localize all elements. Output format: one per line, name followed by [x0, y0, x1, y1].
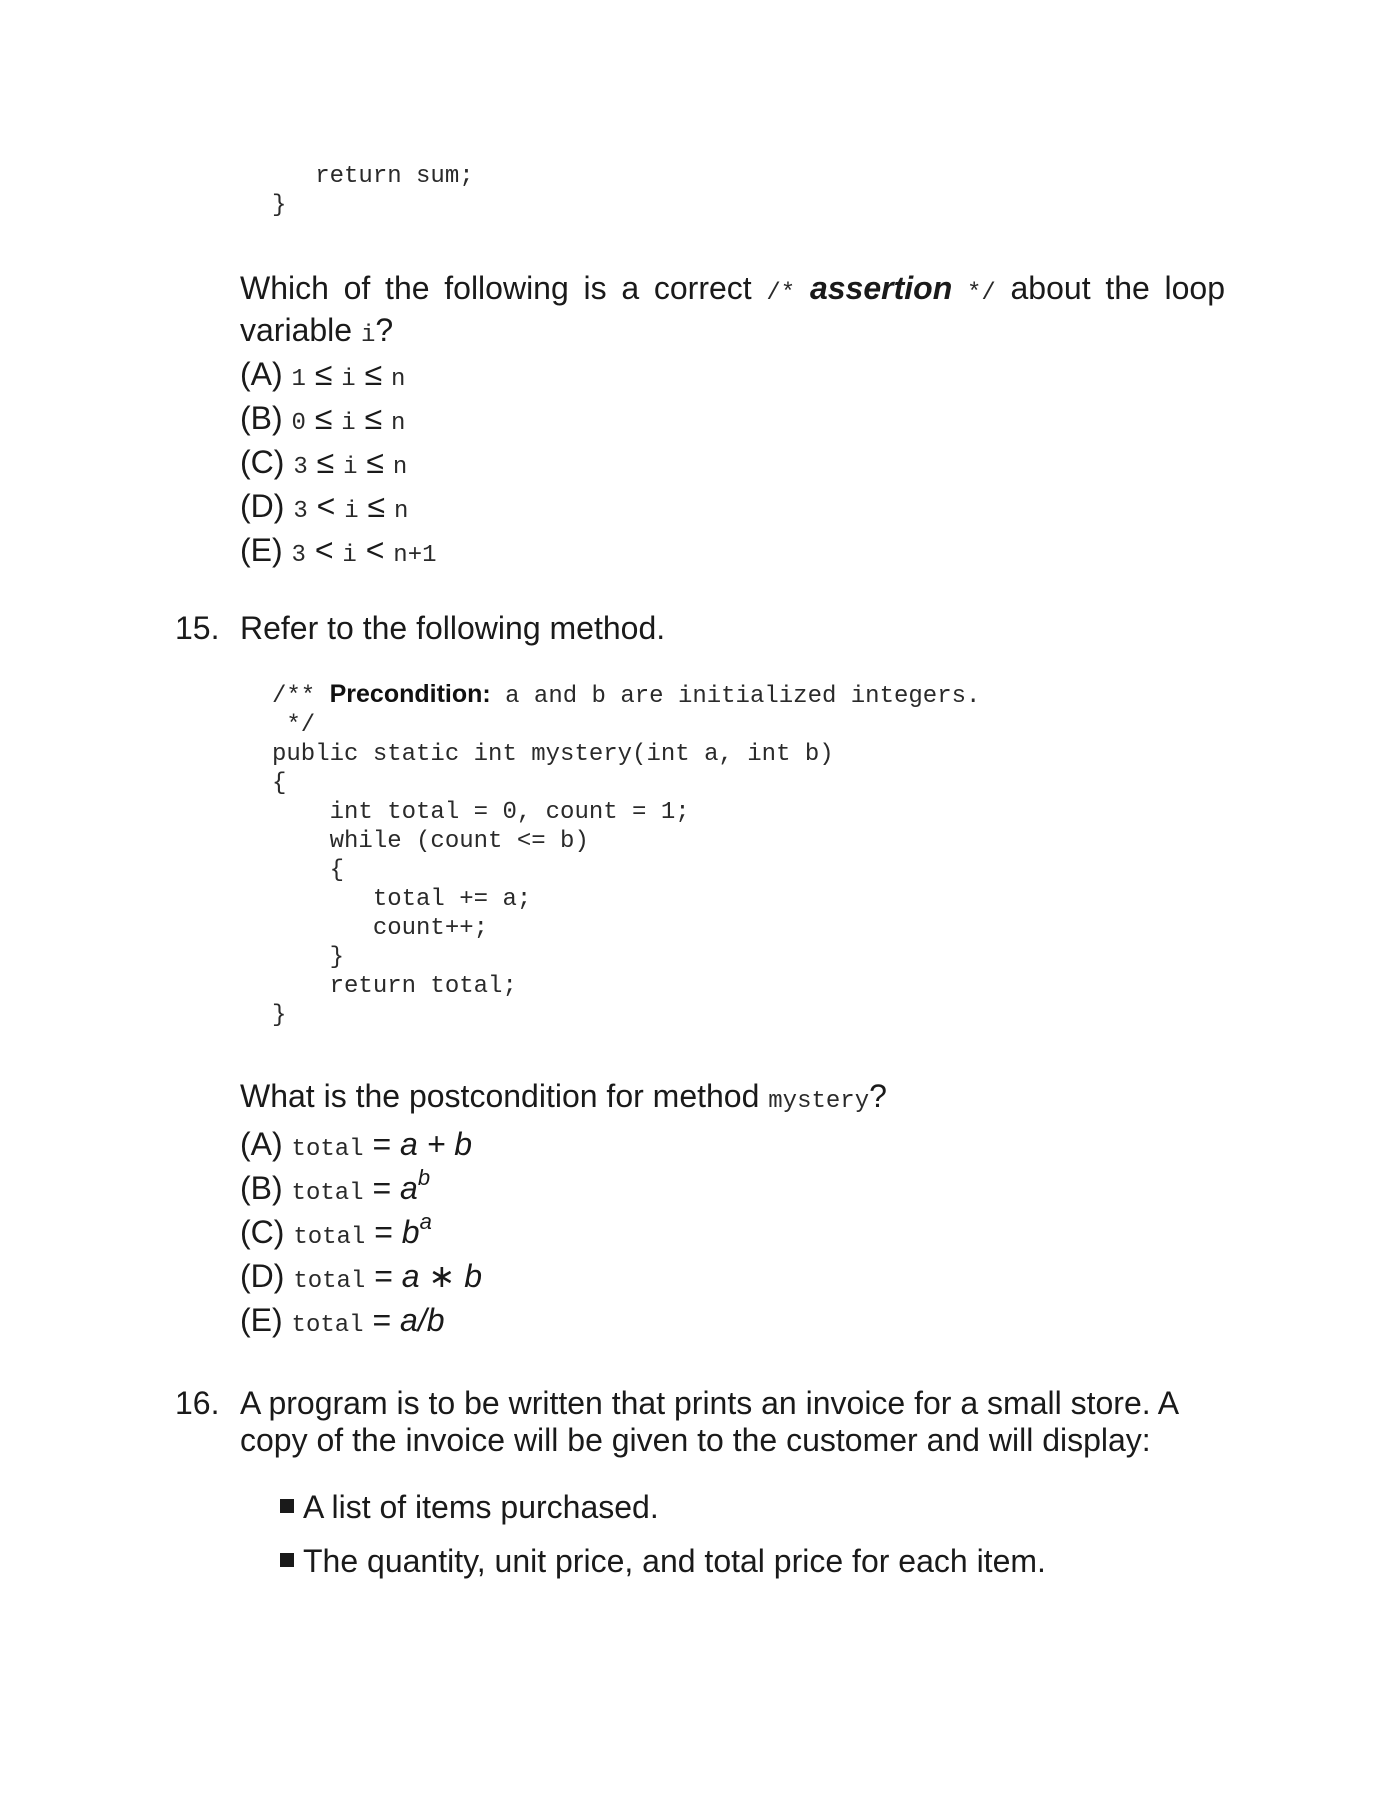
choice-variable: i: [341, 366, 356, 393]
choice-equals: =: [363, 1170, 401, 1206]
choice-label: (C): [240, 1214, 294, 1250]
q16-stem: A program is to be written that prints an invoice for a small store. A copy of the invoice will be given to the customer and will display:: [240, 1385, 1178, 1458]
choice-expression: a ∗ b: [401, 1258, 482, 1294]
choice-variable: i: [341, 410, 356, 437]
choice-upper: n+1: [393, 542, 437, 569]
choice-variable: total: [293, 1224, 366, 1251]
choice-upper: n: [392, 454, 408, 481]
choice-upper: n: [391, 366, 406, 393]
choice-label: (D): [240, 488, 294, 524]
choice-upper: n: [393, 498, 409, 525]
q14-stem-end: ?: [375, 312, 394, 348]
top-code-fragment: [272, 162, 474, 220]
choice-label: (A): [240, 356, 292, 392]
q14-choice-a[interactable]: [240, 352, 437, 396]
bullet-text: The quantity, unit price, and total price for each item.: [303, 1543, 1046, 1579]
q15-code-block: [272, 680, 980, 1030]
choice-label: (B): [240, 400, 292, 436]
choice-equals: =: [365, 1258, 402, 1294]
bullet-square-icon: [280, 1499, 294, 1513]
code-line: }: [272, 1002, 287, 1029]
q14-choice-d[interactable]: [240, 484, 437, 528]
q15-number: 15.: [175, 610, 220, 646]
code-line-precondition: [272, 680, 980, 711]
code-line: {: [272, 857, 345, 884]
code-line: return sum;: [272, 163, 474, 190]
bullet-text: A list of items purchased.: [303, 1489, 659, 1525]
choice-label: (E): [240, 532, 292, 568]
code-line: }: [272, 192, 287, 219]
q15-choice-a[interactable]: [240, 1122, 482, 1166]
choice-lower: 3: [291, 542, 306, 569]
choice-label: (A): [240, 1126, 292, 1162]
choice-lower: 3: [293, 454, 308, 481]
bullet-item: [280, 1534, 1046, 1588]
choice-variable: i: [342, 542, 357, 569]
q14-stem: [240, 270, 1225, 354]
choice-lower: 3: [293, 498, 308, 525]
choice-operator: ≤: [358, 488, 394, 524]
q15-method-name: mystery: [768, 1088, 870, 1115]
q14-assertion: assertion: [809, 270, 953, 306]
choice-exponent: a: [419, 1209, 432, 1234]
choice-operator: ≤: [357, 444, 393, 480]
bullet-item: [280, 1480, 1046, 1534]
choice-label: (B): [240, 1170, 292, 1206]
precondition-text: a and b are initialized integers.: [490, 683, 981, 710]
q15-question: [240, 1078, 887, 1120]
q14-choice-c[interactable]: [240, 440, 437, 484]
q14-comment-close: */: [966, 280, 996, 307]
q16-number: 16.: [175, 1385, 220, 1421]
choice-lower: 0: [291, 410, 306, 437]
q14-stem-var: i: [360, 322, 376, 349]
choice-operator: ≤: [305, 356, 342, 392]
q14-choice-b[interactable]: [240, 396, 437, 440]
choice-operator: ≤: [305, 400, 342, 436]
q15-choice-c[interactable]: [240, 1210, 482, 1254]
choice-operator: ≤: [307, 444, 344, 480]
q15-choice-b[interactable]: [240, 1166, 482, 1210]
choice-variable: i: [344, 498, 359, 525]
choice-label: (C): [240, 444, 294, 480]
q14-stem-part2: about the loop variable: [240, 270, 1226, 348]
code-line: total += a;: [272, 886, 532, 913]
choice-operator: ≤: [355, 400, 392, 436]
choice-lower: 1: [291, 366, 306, 393]
comment-open: /**: [272, 683, 330, 710]
q14-comment-open: /*: [766, 280, 796, 307]
bullet-square-icon: [280, 1553, 294, 1567]
choice-operator: <: [305, 532, 343, 568]
code-line: int total = 0, count = 1;: [272, 799, 690, 826]
choice-operator: ≤: [355, 356, 392, 392]
choice-expression: b: [401, 1214, 420, 1250]
q15-choice-e[interactable]: [240, 1298, 482, 1342]
choice-expression: a + b: [400, 1126, 473, 1162]
choice-label: (D): [240, 1258, 294, 1294]
choice-operator: <: [307, 488, 345, 524]
q15-choice-d[interactable]: [240, 1254, 482, 1298]
choice-operator: <: [356, 532, 394, 568]
q16-bullet-list: [280, 1480, 1046, 1588]
choice-label: (E): [240, 1302, 292, 1338]
code-line: {: [272, 770, 287, 797]
code-line: public static int mystery(int a, int b): [272, 741, 834, 768]
choice-exponent: b: [417, 1165, 431, 1190]
choice-equals: =: [363, 1126, 401, 1162]
choice-expression: a: [400, 1170, 418, 1206]
precondition-label: Precondition:: [329, 680, 491, 708]
code-line: count++;: [272, 915, 489, 942]
q14-stem-part1: Which of the following is a correct: [240, 270, 767, 306]
choice-variable: total: [291, 1312, 364, 1339]
choice-equals: =: [363, 1302, 401, 1338]
choice-equals: =: [365, 1214, 402, 1250]
q14-choice-e[interactable]: [240, 528, 437, 572]
choice-variable: i: [343, 454, 358, 481]
code-line: */: [272, 712, 316, 739]
q15-intro: Refer to the following method.: [240, 610, 666, 646]
code-line: while (count <= b): [272, 828, 589, 855]
q15-choices: [240, 1122, 482, 1342]
choice-variable: total: [291, 1180, 364, 1207]
q15-question-text: What is the postcondition for method: [240, 1078, 769, 1114]
choice-expression: a/b: [400, 1302, 445, 1338]
code-line: return total;: [272, 973, 517, 1000]
q14-choices: [240, 352, 437, 572]
choice-variable: total: [291, 1136, 364, 1163]
code-line: }: [272, 944, 345, 971]
q15-question-end: ?: [869, 1078, 887, 1114]
choice-variable: total: [293, 1268, 366, 1295]
choice-upper: n: [391, 410, 406, 437]
